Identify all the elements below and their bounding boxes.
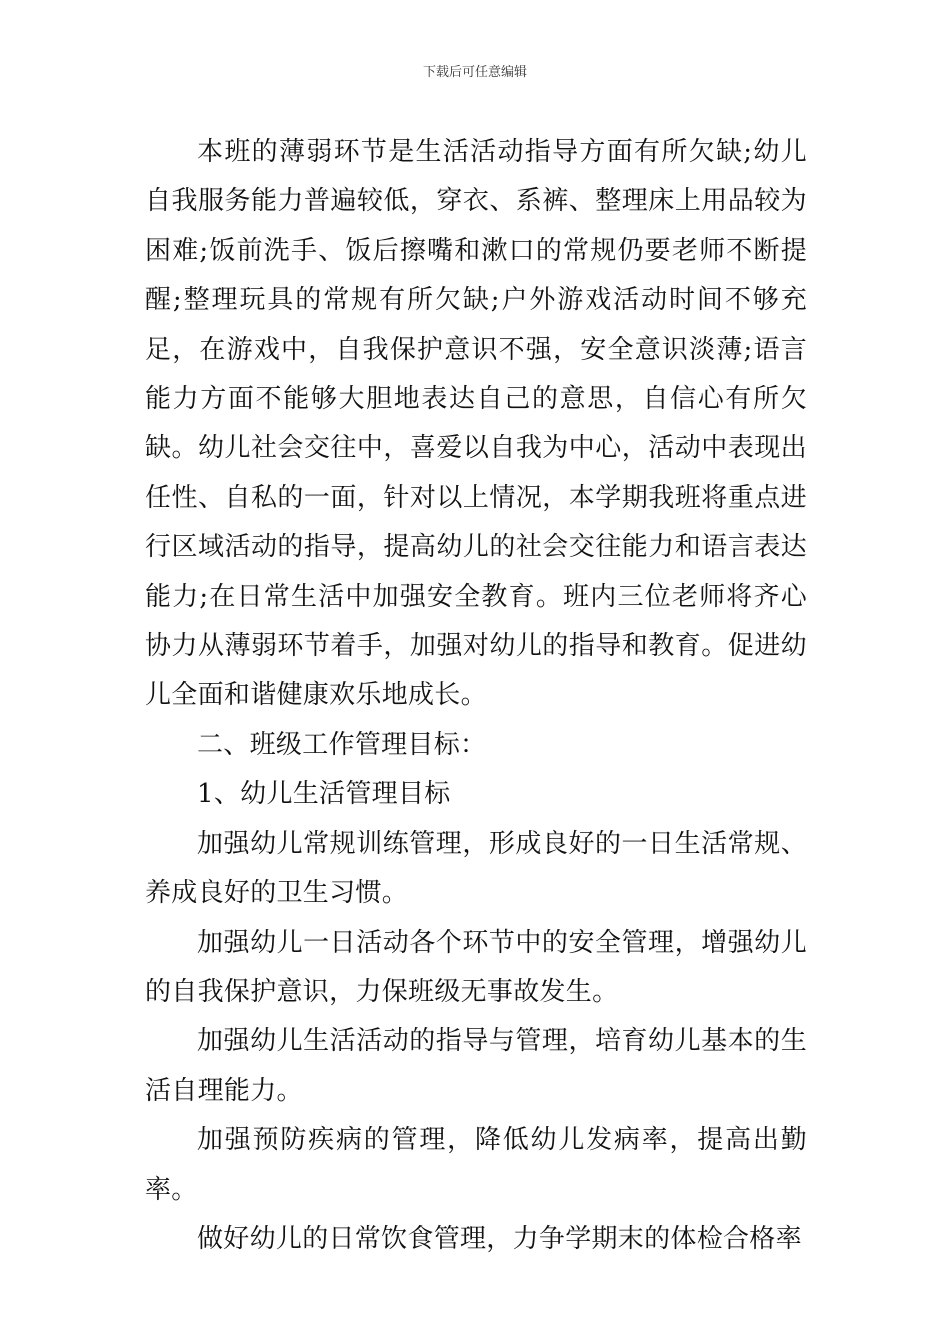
page-header: 下载后可任意编辑 [422,65,527,80]
section-heading-management-goals: 二、班级工作管理目标： [197,729,487,760]
paragraph-routine-training: 加强幼儿常规训练管理，形成良好的一日生活常规、养成良好的卫生习惯。 [145,828,807,909]
paragraph-self-care: 加强幼儿生活活动的指导与管理，培育幼儿基本的生活自理能力。 [145,1026,807,1106]
paragraph-disease-prevention: 加强预防疾病的管理，降低幼儿发病率，提高出勤率。 [145,1125,807,1205]
paragraph-safety-management: 加强幼儿一日活动各个环节中的安全管理，增强幼儿的自我保护意识，力保班级无事故发生。 [145,927,807,1007]
subsection-heading-life-management: 1、幼儿生活管理目标 [197,779,451,810]
paragraph-diet-management: 做好幼儿的日常饮食管理，力争学期末的体检合格率 [197,1223,802,1254]
document-body [145,128,807,1264]
paragraph-weak-points: 本班的薄弱环节是生活活动指导方面有所欠缺;幼儿自我服务能力普遍较低，穿衣、系裤、整理床上用品较为困难;饭前洗手、饭后擦嘴和漱口的常规仍要老师不断提醒;整理玩具的常规有所欠缺;户外游戏活动时间不够充足，在游戏中，自我保护意识不强，安全意识淡薄;语言能力方面不能够大胆地表达自己的意思，自信心有所欠缺。幼儿社会交往中，喜爱以自我为中心，活动中表现出任性、自私的一面，针对以上情况，本学期我班将重点进行区域活动的指导，提高幼儿的社会交往能力和语言表达能力;在日常生活中加强安全教育。班内三位老师将齐心协力从薄弱环节着手，加强对幼儿的指导和教育。促进幼儿全面和谐健康欢乐地成长。 [145,137,807,711]
